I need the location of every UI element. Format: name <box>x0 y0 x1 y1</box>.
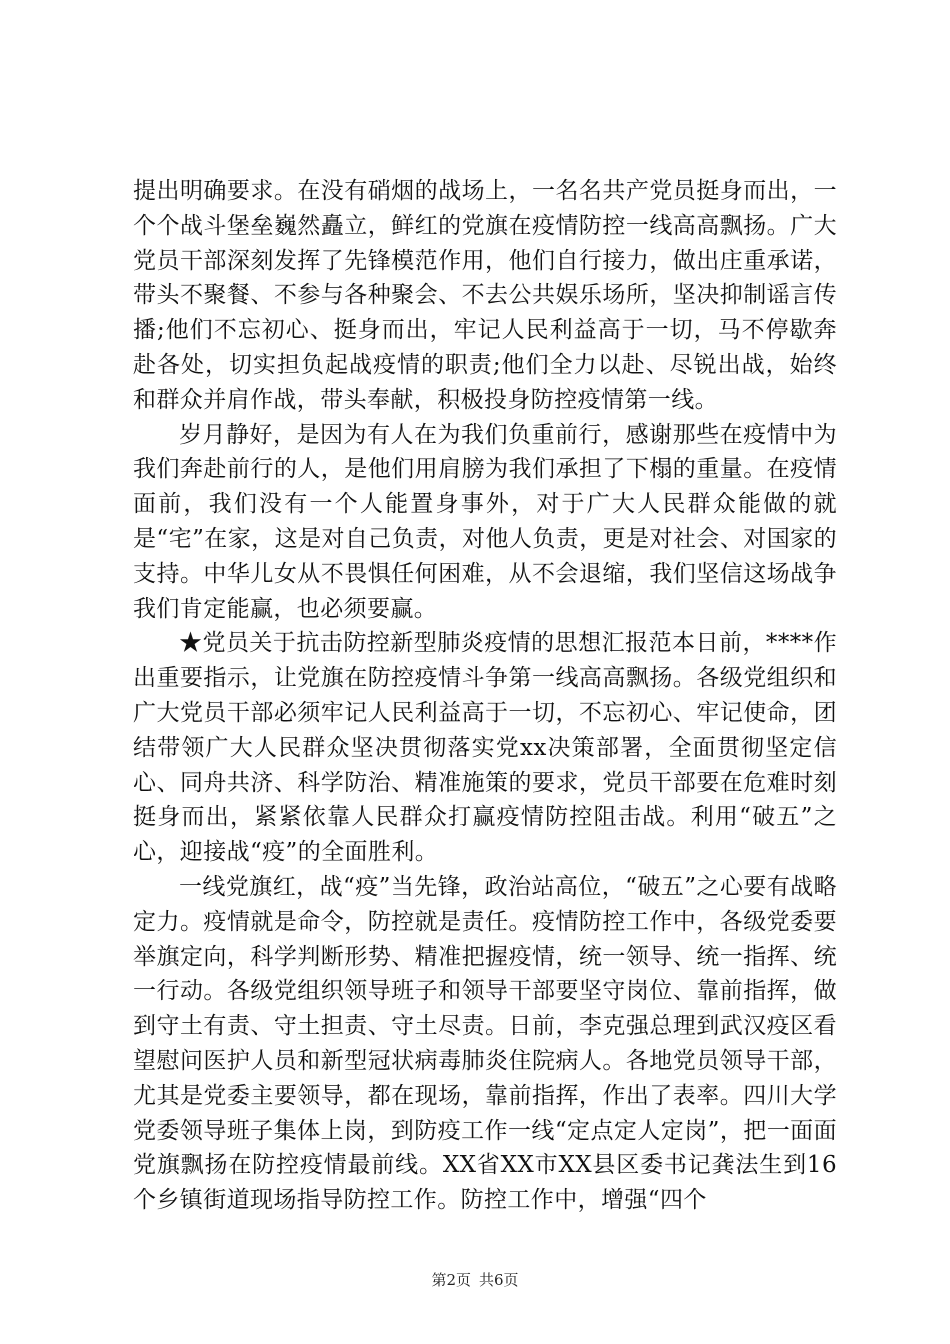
paragraph-2: 岁月静好，是因为有人在为我们负重前行，感谢那些在疫情中为我们奔赴前行的人，是他们用肩膀为我们承担了下榻的重量。在疫情面前，我们没有一个人能置身事外，对于广大人民群众能做的就是“宅”在家，这是对自己负责，对他人负责，更是对社会、对国家的支持。中华儿女从不畏惧任何困难，从不会退缩，我们坚信这场战争我们肯定能赢，也必须要赢。 <box>133 421 837 622</box>
document-body <box>133 174 837 1218</box>
page-footer <box>0 1270 950 1290</box>
paragraph-4: 一线党旗红，战“疫”当先锋，政治站高位，“破五”之心要有战略定力。疫情就是命令，防控就是责任。疫情防控工作中，各级党委要举旗定向，科学判断形势、精准把握疫情，统一领导、统一指挥、统一行动。各级党组织领导班子和领导干部要坚守岗位、靠前指挥，做到守土有责、守土担责、守土尽责。日前，李克强总理到武汉疫区看望慰问医护人员和新型冠状病毒肺炎住院病人。各地党员领导干部，尤其是党委主要领导，都在现场，靠前指挥，作出了表率。四川大学党委领导班子集体上岗，到防疫工作一线“定点定人定岗”，把一面面党旗飘扬在防控疫情最前线。XX省XX市XX县区委书记龚法生到16个乡镇街道现场指导防控工作。防控工作中，增强“四个 <box>133 873 837 1214</box>
page-total: 共6页 <box>479 1271 519 1289</box>
paragraph-1: 提出明确要求。在没有硝烟的战场上，一名名共产党员挺身而出，一个个战斗堡垒巍然矗立，鲜红的党旗在疫情防控一线高高飘扬。广大党员干部深刻发挥了先锋模范作用，他们自行接力，做出庄重承诺，带头不聚餐、不参与各种聚会、不去公共娱乐场所，坚决抑制谣言传播;他们不忘初心、挺身而出，牢记人民利益高于一切，马不停歇奔赴各处，切实担负起战疫情的职责;他们全力以赴、尽锐出战，始终和群众并肩作战，带头奉献，积极投身防控疫情第一线。 <box>133 178 837 413</box>
paragraph-3: ★党员关于抗击防控新型肺炎疫情的思想汇报范本日前，****作出重要指示，让党旗在防控疫情斗争第一线高高飘扬。各级党组织和广大党员干部必须牢记人民利益高于一切，不忘初心、牢记使命，团结带领广大人民群众坚决贯彻落实党xx决策部署，全面贯彻坚定信心、同舟共济、科学防治、精准施策的要求，党员干部要在危难时刻挺身而出，紧紧依靠人民群众打赢疫情防控阻击战。利用“破五”之心，迎接战“疫”的全面胜利。 <box>133 630 837 866</box>
page-number: 第2页 <box>431 1271 471 1289</box>
